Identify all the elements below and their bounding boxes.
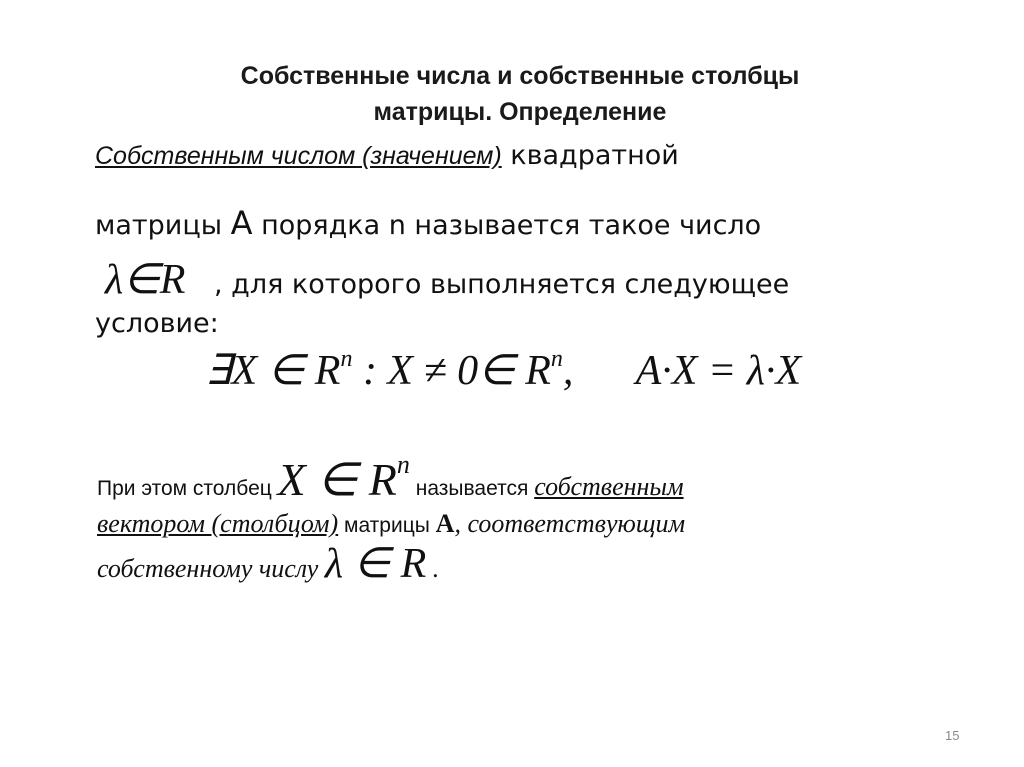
eigenvector-line-1	[97, 450, 684, 506]
matrix-a: А	[230, 204, 253, 242]
eigenvector-dot: .	[426, 554, 440, 583]
definition-text-2b: порядка n называется такое число	[252, 210, 762, 241]
definition-line-2	[95, 204, 761, 242]
lambda-in-r: λ∈R	[105, 257, 186, 303]
x-in-r: X ∈ R	[277, 454, 397, 505]
eigenvector-text-1: При этом столбец	[97, 477, 278, 500]
x-in-rn-sup: n	[396, 450, 410, 479]
lambda-in-r-2: λ ∈ R	[324, 541, 427, 587]
definition-text-2a: матрицы	[95, 210, 231, 241]
formula-part-3: , A·X = λ·X	[562, 348, 802, 394]
eigen-condition-formula	[205, 345, 801, 395]
eigenvector-term-2: вектором (столбцом)	[97, 509, 339, 538]
eigenvector-line-2	[97, 509, 685, 539]
formula-sup-2: n	[550, 346, 563, 372]
title-line-1: Собственные числа и собственные столбцы	[240, 62, 800, 90]
page-number: 15	[945, 728, 960, 743]
eigenvector-text-5: собственному числу	[97, 554, 325, 583]
definition-text-3: , для которого выполняется следующее	[205, 269, 790, 300]
title-line-2: матрицы. Определение	[373, 98, 667, 126]
eigenvector-term-1: собственным	[534, 472, 684, 501]
eigenvector-text-3: матрицы	[338, 514, 436, 537]
definition-term: Собственным числом (значением)	[95, 142, 502, 170]
formula-part-2: : X ≠ 0∈ R	[352, 348, 551, 394]
matrix-a-bold: A	[435, 509, 455, 538]
eigenvector-text-4: , соответствующим	[454, 509, 686, 538]
formula-part-1: ∃X ∈ R	[205, 348, 341, 394]
slide-title	[0, 58, 1024, 130]
formula-sup-1: n	[340, 346, 353, 372]
definition-text-1: квадратной	[501, 140, 679, 171]
eigenvector-text-2: называется	[409, 477, 535, 500]
x-in-rn	[277, 450, 410, 505]
definition-line-3	[105, 254, 789, 304]
definition-line-1	[95, 140, 679, 171]
eigenvector-line-3	[97, 538, 439, 588]
definition-line-4: условие:	[95, 308, 219, 339]
